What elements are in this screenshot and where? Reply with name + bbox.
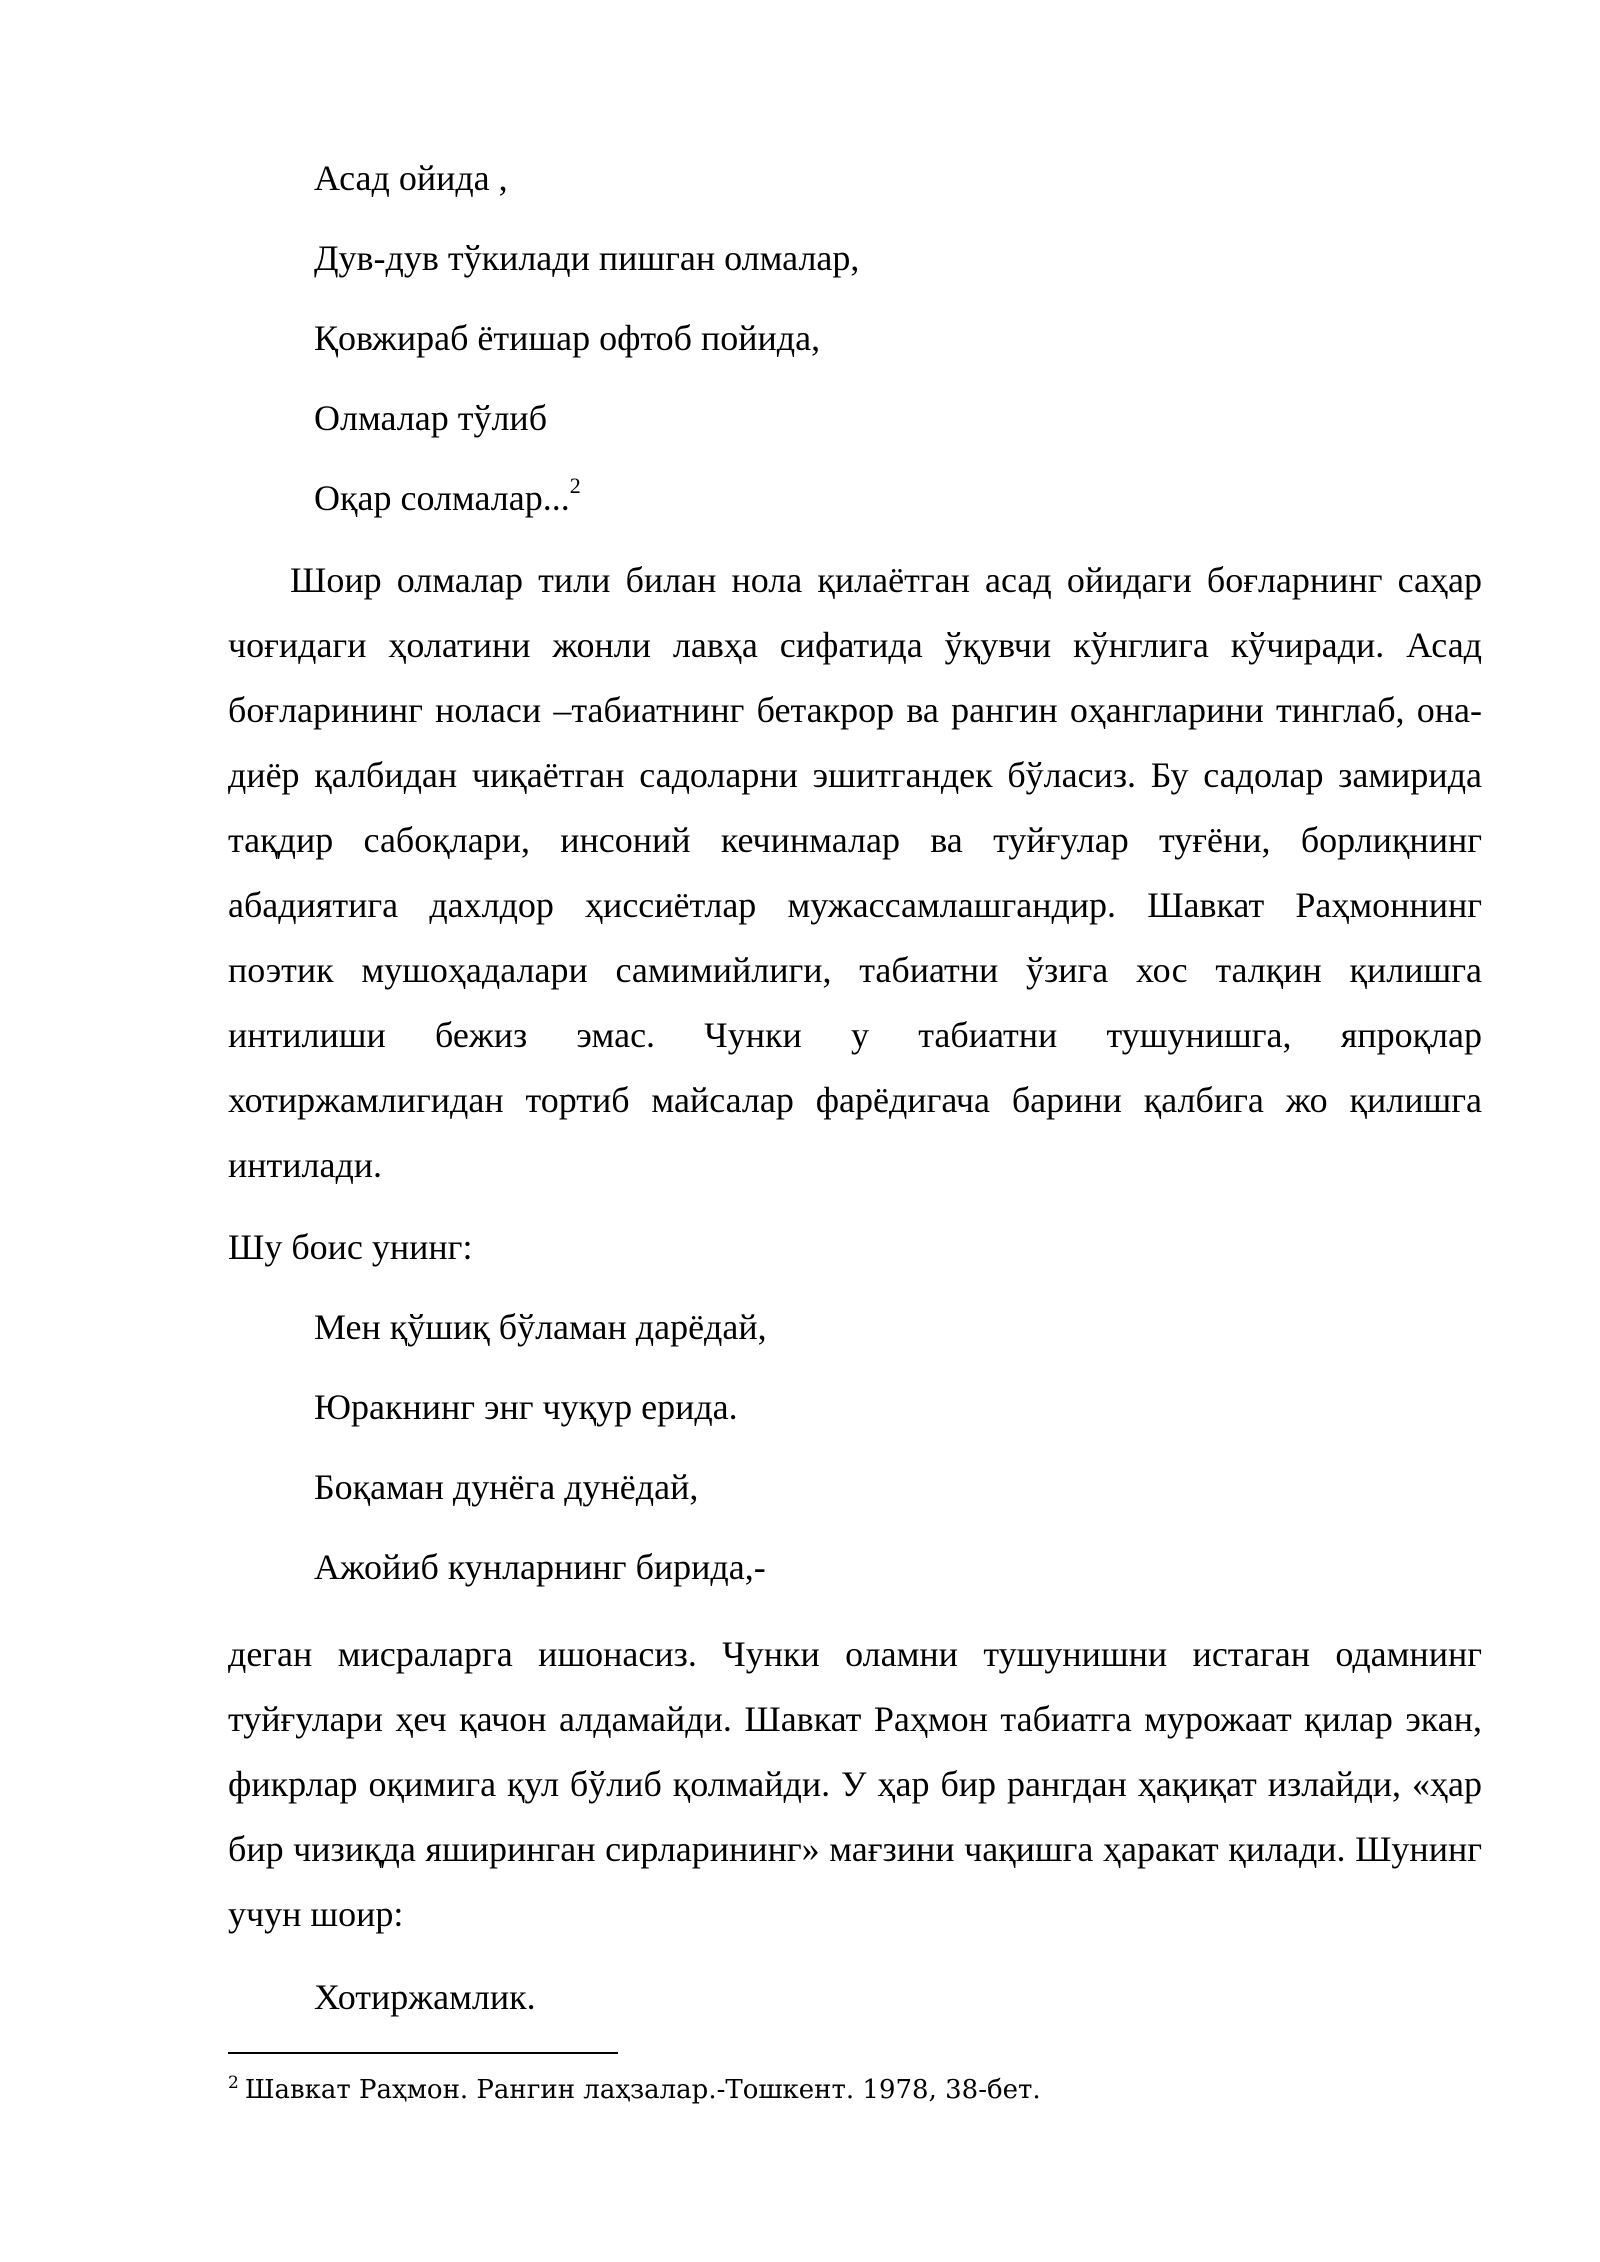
footnote (228, 2072, 1041, 2108)
verse-line: Боқаман дунёга дунёдай, (314, 1467, 699, 1507)
footnote-reference[interactable]: 2 (569, 473, 581, 498)
footnote-mark: 2 (228, 2073, 239, 2094)
intro-line: Шу боис унинг: (228, 1227, 473, 1267)
verse-line: Юракнинг энг чуқур ерида. (314, 1387, 738, 1427)
verse-line (314, 473, 581, 518)
verse-line: Қовжираб ётишар офтоб пойида, (314, 318, 821, 358)
verse-line: Асад ойида , (314, 158, 508, 198)
footnote-text: Шавкат Раҳмон. Рангин лаҳзалар.-Тошкент. 1978, 38-бет. (244, 2075, 1041, 2105)
verse-line: Мен қўшиқ бўламан дарёдай, (314, 1307, 767, 1347)
footnote-separator (228, 2052, 618, 2054)
body-paragraph: деган мисраларга ишонасиз. Чунки оламни тушунишни истаган одамнинг туйғулари ҳеч қачон алдамайди. Шавкат Раҳмон табиатга мурожаат қилар экан, фикрлар оқимига қул бўлиб қолмайди. У ҳар бир рангдан ҳақиқат излайди, «ҳар бир чизиқда яширинган сирларининг» мағзини чақишга ҳаракат қилади. Шунинг учун шоир: (228, 1634, 1482, 1934)
verse-line: Хотиржамлик. (314, 1977, 536, 2017)
verse-line-text: Оқар солмалар... (314, 478, 570, 518)
verse-line (314, 398, 547, 438)
verse-line-text: Олмалар тўлиб (314, 398, 548, 438)
body-paragraph: Шоир олмалар тили билан нола қилаётган асад ойидаги боғларнинг саҳар чоғидаги ҳолатини жонли лавҳа сифатида ўқувчи кўнглига кўчиради. Асад боғларининг ноласи –табиатнинг бетакрор ва рангин оҳангларини тинглаб, она-диёр қалбидан чиқаётган садоларни эшитгандек бўласиз. Бу садолар замирида тақдир сабоқлари, инсоний кечинмалар ва туйғулар туғёни, борлиқнинг абадиятига дахлдор ҳиссиётлар мужассамлашгандир. Шавкат Раҳмоннинг поэтик мушоҳадалари самимийлиги, табиатни ўзига хос талқин қилишга интилиши бежиз эмас. Чунки у табиатни тушунишга, япроқлар хотиржамлигидан тортиб майсалар фарёдигача барини қалбига жо қилишга интилади. (228, 560, 1482, 1185)
verse-line: Дув-дув тўкилади пишган олмалар, (314, 238, 860, 278)
verse-line: Ажойиб кунларнинг бирида,- (314, 1547, 766, 1587)
